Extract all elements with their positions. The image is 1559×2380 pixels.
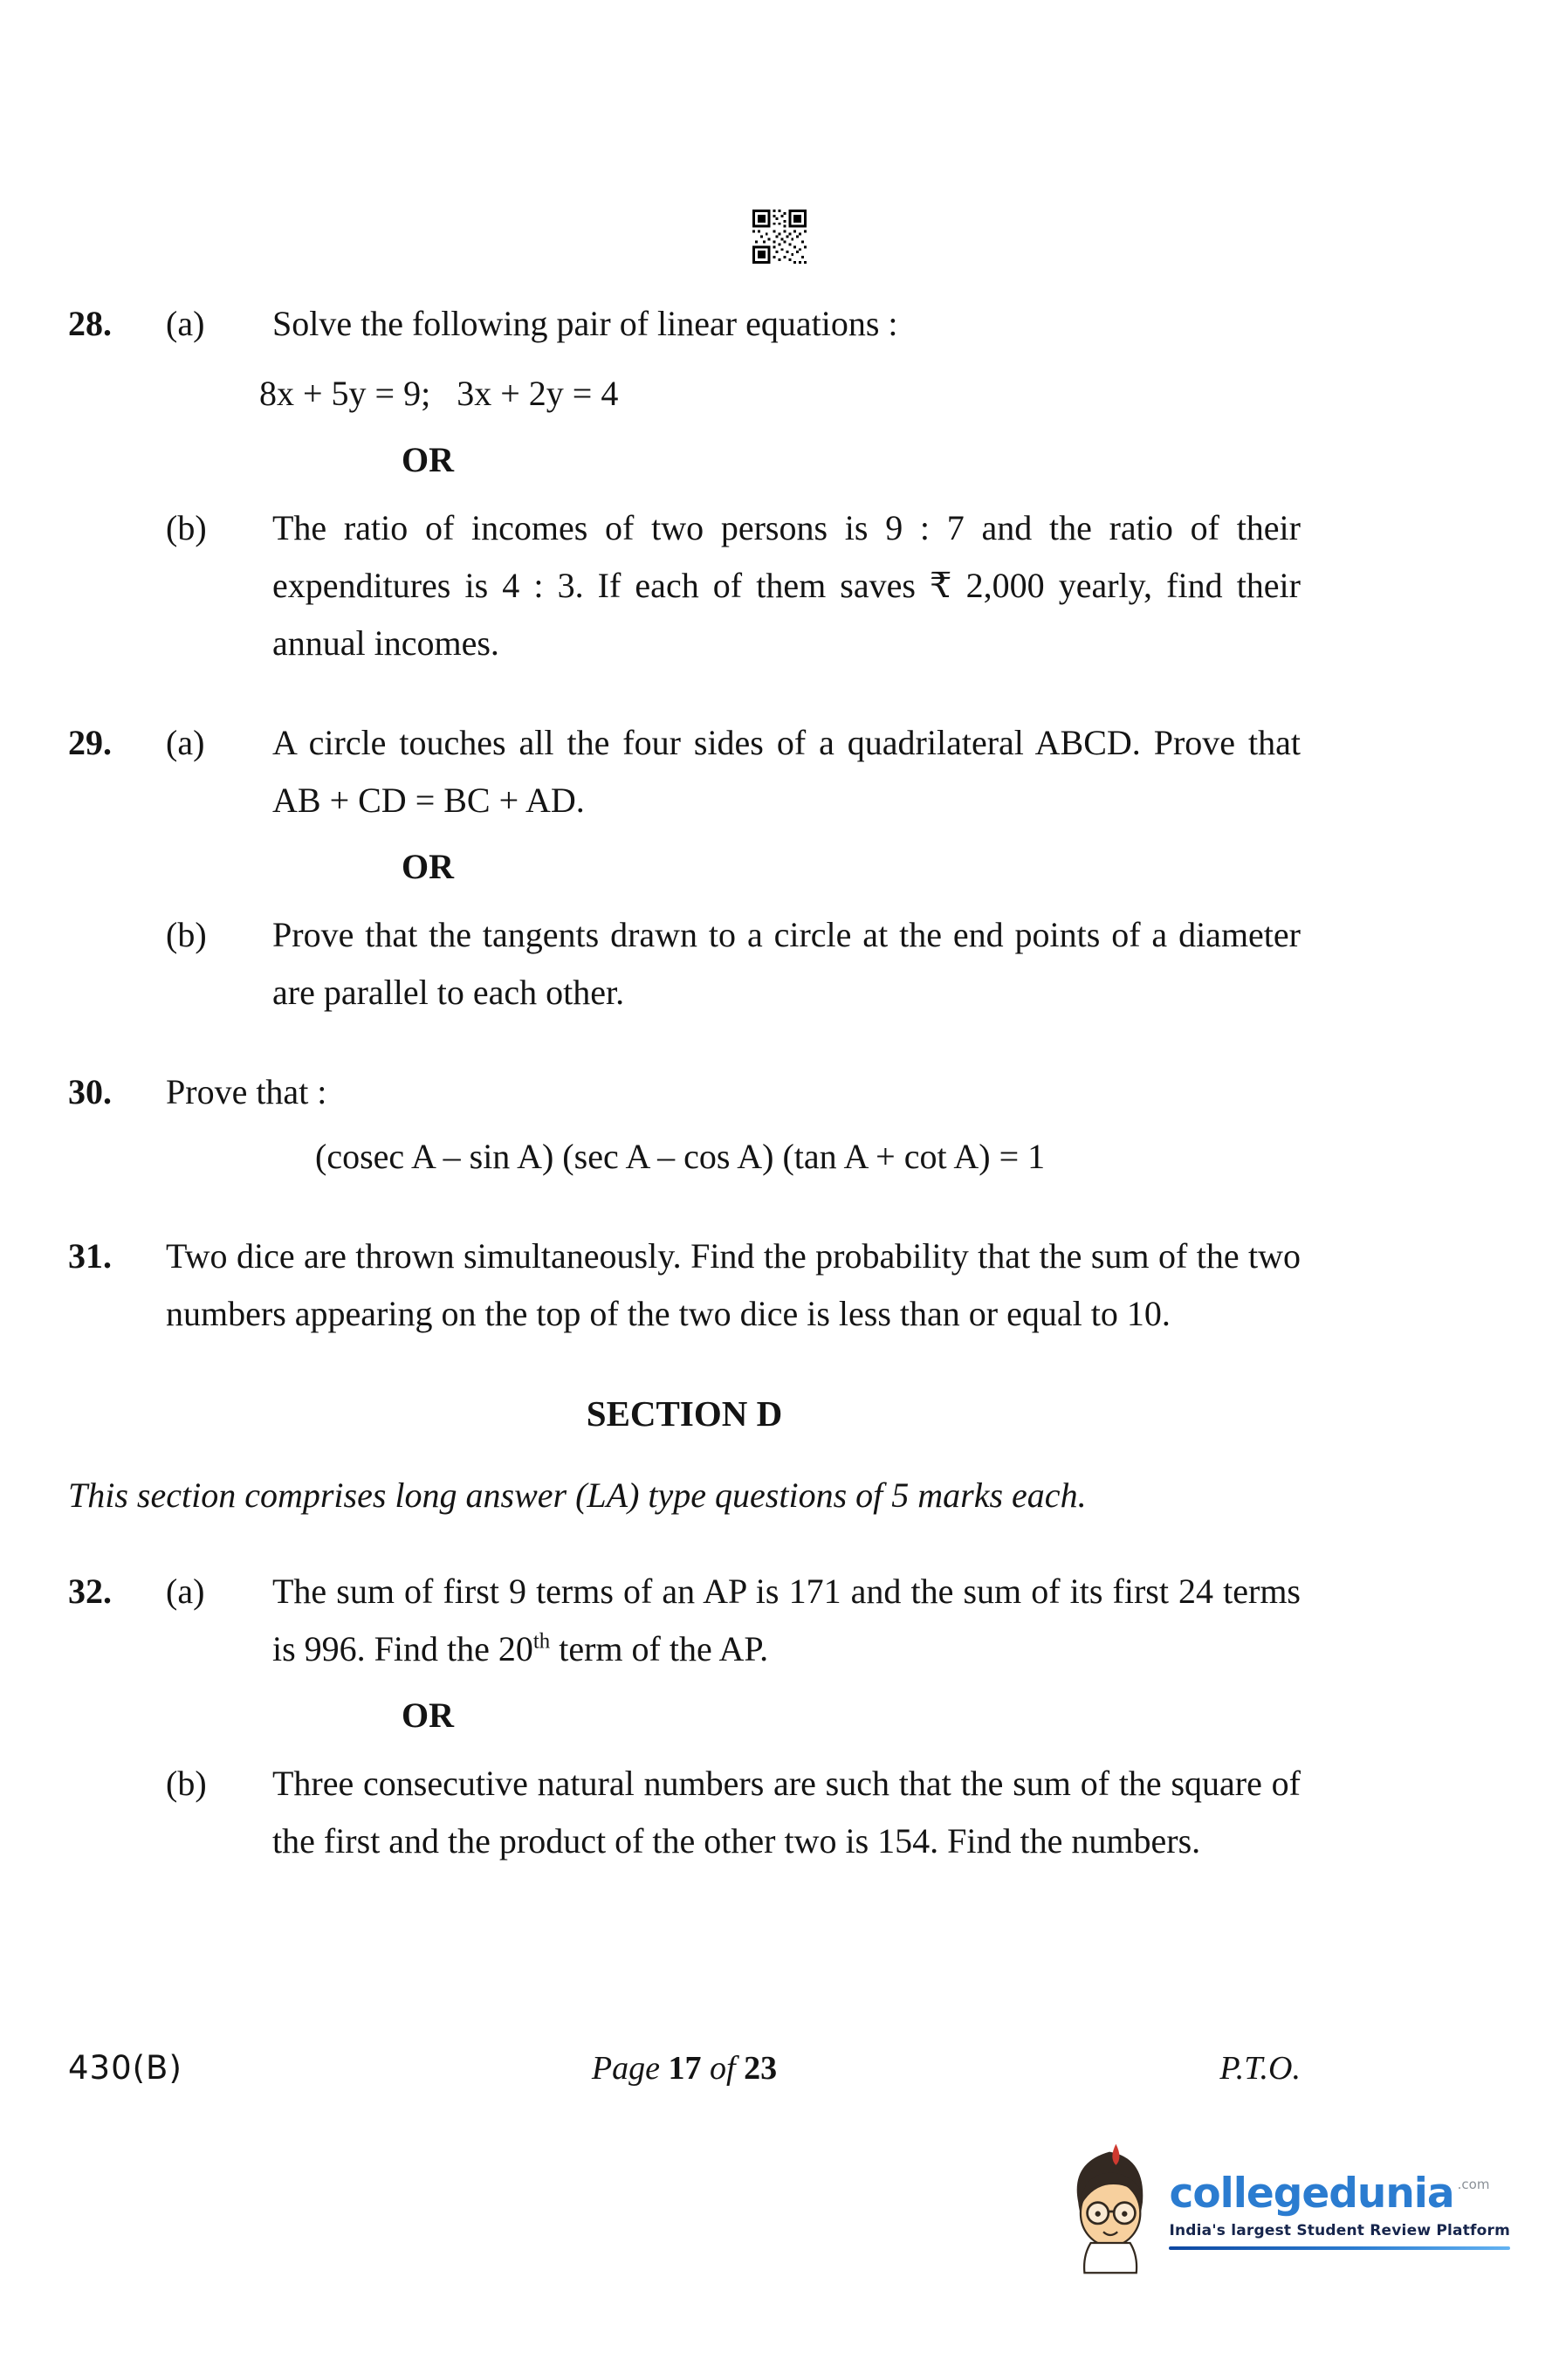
- question-32-part-a: [166, 1563, 1301, 1678]
- part-label: (b): [166, 1764, 207, 1803]
- question-28-part-b: [166, 499, 1301, 672]
- or-separator: OR: [402, 440, 454, 479]
- mascot-icon: [1064, 2141, 1158, 2292]
- question-32: [68, 1563, 1301, 1870]
- question-31: [68, 1228, 1301, 1343]
- part-text: Prove that the tangents drawn to a circle at the end points of a diameter are parallel to each other.: [272, 915, 1301, 1012]
- question-29-part-b: [166, 906, 1301, 1021]
- collegedunia-logo: [1064, 2141, 1510, 2292]
- qr-code-image: [752, 210, 807, 264]
- question-number: 32.: [68, 1572, 112, 1611]
- question-30: [68, 1063, 1301, 1186]
- part-label: (a): [166, 1572, 205, 1611]
- page-footer: [68, 2040, 1301, 2097]
- equation: 8x + 5y = 9; 3x + 2y = 4: [259, 374, 619, 413]
- section-description: This section comprises long answer (LA) type questions of 5 marks each.: [68, 1475, 1087, 1515]
- part-label: (b): [166, 508, 207, 547]
- ordinal-superscript: th: [532, 1629, 551, 1654]
- part-text: Three consecutive natural numbers are such that the sum of the square of the first and the product of the other two is 154. Find the numbers.: [272, 1764, 1301, 1861]
- question-text: Prove that :: [166, 1072, 327, 1111]
- page-total: 23: [744, 2050, 778, 2087]
- part-text-segment: The sum of first 9 terms of an AP is 171 and the sum of its first 24 terms is 996. Find the 20: [272, 1572, 1301, 1668]
- page-indicator: [592, 2040, 777, 2097]
- part-text: The ratio of incomes of two persons is 9 : 7 and the ratio of their expenditures is 4 : 3. If each of them saves ₹ 2,000 yearly, find their annual incomes.: [272, 508, 1301, 663]
- brand-accent-bar: [1169, 2246, 1510, 2250]
- part-label: (a): [166, 304, 205, 343]
- question-29-part-a: [166, 714, 1301, 829]
- page-number: 17: [668, 2050, 702, 2087]
- qr-code: [752, 210, 807, 264]
- part-label: (a): [166, 723, 205, 762]
- part-text: A circle touches all the four sides of a quadrilateral ABCD. Prove that AB + CD = BC + AD.: [272, 723, 1301, 820]
- question-number: 30.: [68, 1072, 112, 1111]
- question-28-part-a: [166, 295, 1301, 353]
- equation: (cosec A – sin A) (sec A – cos A) (tan A + cot A) = 1: [315, 1137, 1046, 1176]
- or-separator: OR: [402, 847, 454, 886]
- question-32-part-b: [166, 1755, 1301, 1870]
- part-text: [272, 1563, 1301, 1678]
- brand-name: collegedunia: [1169, 2170, 1454, 2218]
- question-29: [68, 714, 1301, 1021]
- question-28: [68, 295, 1301, 672]
- question-number: 31.: [68, 1236, 112, 1276]
- part-text: Solve the following pair of linear equations :: [272, 304, 898, 343]
- brand-tagline: India's largest Student Review Platform: [1169, 2222, 1510, 2239]
- page-word: Page: [591, 2050, 661, 2087]
- part-label: (b): [166, 915, 207, 954]
- of-word: of: [710, 2050, 736, 2087]
- paper-code: 430(B): [68, 2049, 182, 2087]
- brand-domain-suffix: .com: [1457, 2177, 1490, 2192]
- part-text-segment: term of the AP.: [550, 1629, 769, 1668]
- question-number: 29.: [68, 723, 112, 762]
- question-text: Two dice are thrown simultaneously. Find the probability that the sum of the two numbers appearing on the top of the two dice is less than or equal to 10.: [166, 1236, 1301, 1333]
- or-separator: OR: [402, 1696, 454, 1735]
- question-number: 28.: [68, 304, 112, 343]
- section-heading: SECTION D: [586, 1393, 783, 1434]
- pto-label: P.T.O.: [1219, 2050, 1301, 2087]
